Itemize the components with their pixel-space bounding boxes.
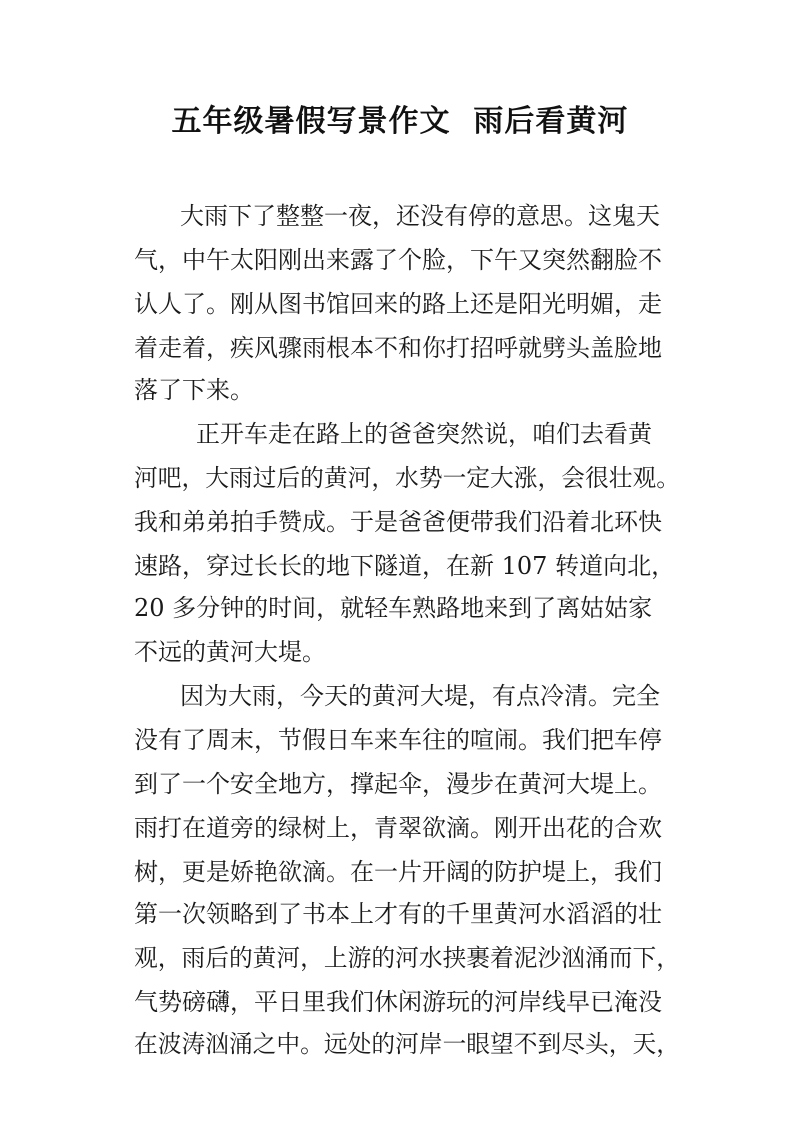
paragraph-2-line-1: 正开车走在路上的爸爸突然说，咱们去看黄	[196, 420, 652, 448]
paragraph-2-line-5: 20 多分钟的时间，就轻车熟路地来到了离姑姑家	[134, 594, 653, 622]
paragraph-2-line-6: 不远的黄河大堤。	[134, 638, 326, 666]
paragraph-3-line-4: 雨打在道旁的绿树上，青翠欲滴。刚开出花的合欢	[134, 814, 662, 842]
paragraph-2-line-2: 河吧，大雨过后的黄河，水势一定大涨，会很壮观。	[134, 464, 680, 492]
paragraph-1-line-2: 气，中午太阳刚出来露了个脸，下午又突然翻脸不	[134, 246, 662, 274]
document-title: 五年级暑假写景作文 雨后看黄河	[171, 104, 629, 139]
paragraph-3-line-6: 第一次领略到了书本上才有的千里黄河水滔滔的壮	[134, 900, 662, 928]
paragraph-2-line-4: 速路，穿过长长的地下隧道，在新 107 转道向北，	[134, 552, 676, 580]
paragraph-3-line-9: 在波涛汹涌之中。远处的河岸一眼望不到尽头，天，	[134, 1030, 680, 1058]
paragraph-3-line-5: 树，更是娇艳欲滴。在一片开阔的防护堤上，我们	[134, 858, 662, 886]
paragraph-3-line-2: 没有了周末，节假日车来车往的喧闹。我们把车停	[134, 726, 662, 754]
paragraph-1-line-4: 着走着，疾风骤雨根本不和你打招呼就劈头盖脸地	[134, 334, 662, 362]
paragraph-3-line-8: 气势磅礴，平日里我们休闲游玩的河岸线早已淹没	[134, 988, 662, 1016]
paragraph-3-line-1: 因为大雨，今天的黄河大堤，有点冷清。完全	[180, 682, 660, 710]
paragraph-3-line-3: 到了一个安全地方，撑起伞，漫步在黄河大堤上。	[134, 770, 662, 798]
paragraph-1-line-1: 大雨下了整整一夜，还没有停的意思。这鬼天	[180, 202, 660, 230]
paragraph-1-line-5: 落了下来。	[134, 376, 254, 404]
paragraph-2-line-3: 我和弟弟拍手赞成。于是爸爸便带我们沿着北环快	[134, 508, 662, 536]
paragraph-3-line-7: 观，雨后的黄河，上游的河水挟裹着泥沙汹涌而下，	[134, 944, 680, 972]
paragraph-1-line-3: 认人了。刚从图书馆回来的路上还是阳光明媚，走	[134, 290, 662, 318]
